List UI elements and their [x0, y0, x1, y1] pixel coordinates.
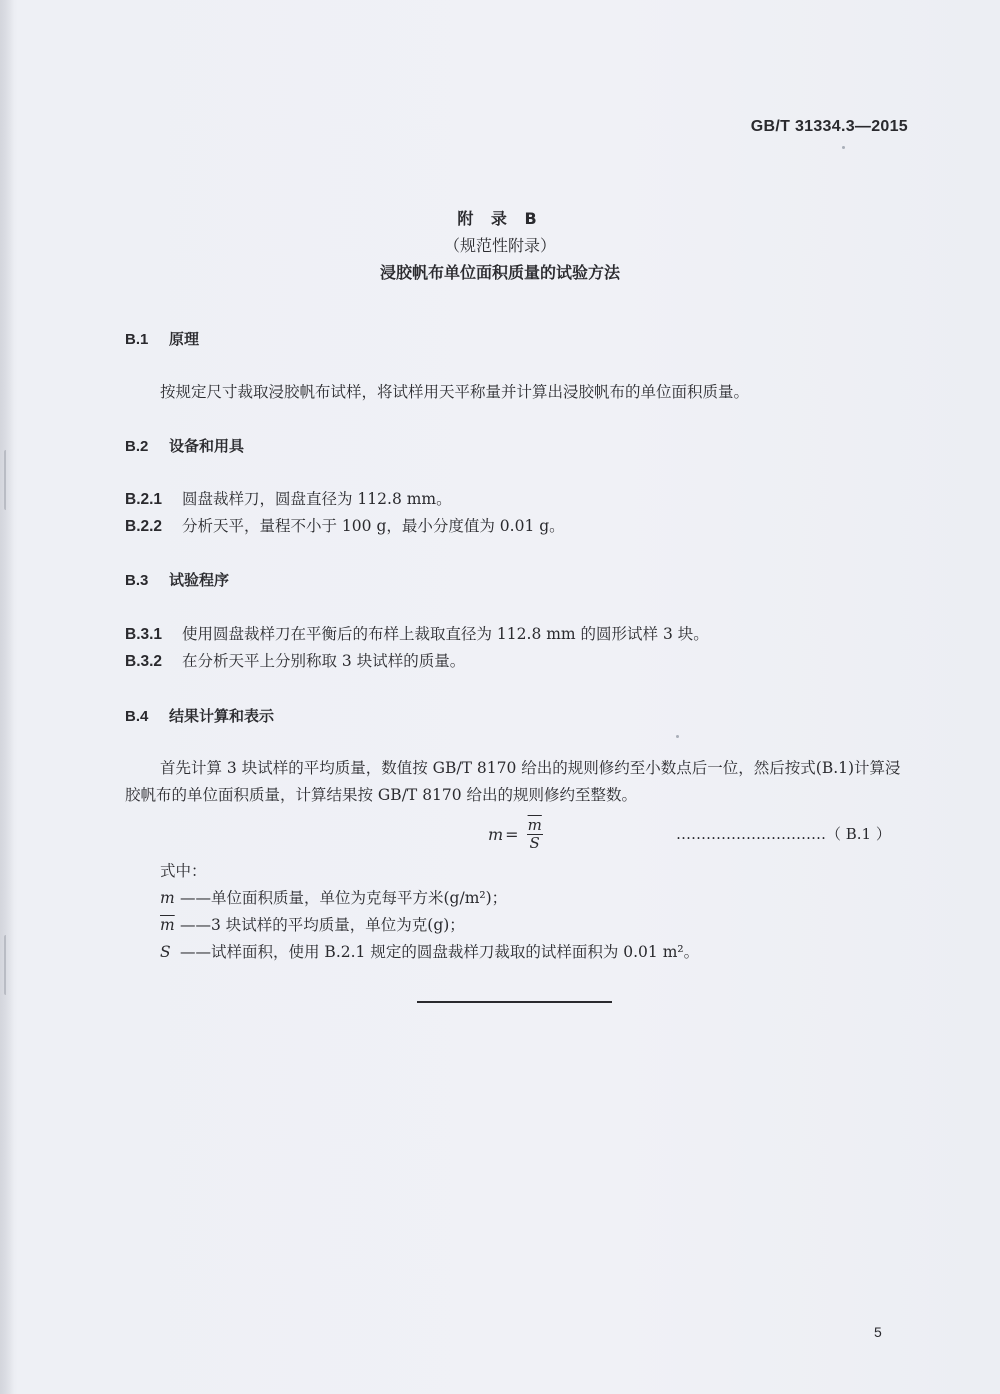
- where-text: ——3 块试样的平均质量，单位为克(g)；: [180, 916, 465, 934]
- scan-speck: [842, 146, 845, 149]
- formula-row: [0, 815, 1000, 855]
- section-number: B.1: [125, 331, 149, 348]
- staple-mark: [4, 935, 12, 995]
- subitem-b2-1: [125, 487, 452, 509]
- where-item: [160, 913, 465, 935]
- section-b1-text: 按规定尺寸裁取浸胶帆布试样，将试样用天平称量并计算出浸胶帆布的单位面积质量。: [160, 383, 750, 401]
- subitem-text: 圆盘裁样刀，圆盘直径为 112.8 mm。: [182, 490, 452, 508]
- section-title: 原理: [169, 330, 200, 348]
- section-heading-b2: [125, 435, 244, 456]
- section-number: B.4: [125, 708, 149, 725]
- subitem-number: B.3.1: [125, 626, 163, 643]
- normative-label: （规范性附录）: [443, 236, 556, 255]
- standard-code: GB/T 31334.3—2015: [750, 118, 908, 135]
- staple-mark: [4, 450, 12, 510]
- where-symbol: $\overline{m}$: [160, 916, 175, 934]
- end-rule: [417, 1001, 612, 1003]
- section-b4-text: 首先计算 3 块试样的平均质量，数值按 GB/T 8170 给出的规则修约至小数点后一位，然后按式(B.1)计算浸胶帆布的单位面积质量，计算结果按 GB/T 8170 给出的规则修约至整数。: [125, 759, 901, 804]
- appendix-title: 浸胶帆布单位面积质量的试验方法: [379, 263, 620, 282]
- subitem-b3-2: [125, 649, 465, 671]
- where-item: [160, 886, 507, 908]
- subitem-text: 分析天平，量程不小于 100 g，最小分度值为 0.01 g。: [182, 517, 565, 535]
- where-symbol: S: [160, 943, 171, 961]
- section-title: 设备和用具: [169, 437, 245, 455]
- equation-number: …………………………（ B.1 ）: [676, 825, 891, 843]
- subitem-text: 在分析天平上分别称取 3 块试样的质量。: [182, 652, 466, 670]
- page-number: 5: [874, 1324, 882, 1340]
- where-text: ——试样面积，使用 B.2.1 规定的圆盘裁样刀裁取的试样面积为 0.01 m²。: [180, 943, 700, 961]
- subitem-number: B.2.2: [125, 518, 163, 535]
- where-symbol: m: [160, 889, 175, 907]
- section-number: B.2: [125, 438, 149, 455]
- subitem-number: B.2.1: [125, 491, 163, 508]
- section-title: 结果计算和表示: [169, 707, 275, 725]
- appendix-label: 附 录 B: [457, 209, 543, 228]
- subitem-number: B.3.2: [125, 653, 163, 670]
- subitem-text: 使用圆盘裁样刀在平衡后的布样上裁取直径为 112.8 mm 的圆形试样 3 块。: [182, 625, 709, 643]
- formula-denominator: S: [529, 834, 540, 852]
- formula-b1: [488, 817, 545, 852]
- formula-equals: =: [505, 825, 519, 844]
- subitem-b3-1: [125, 622, 709, 644]
- where-item: [160, 940, 699, 962]
- section-heading-b1: [125, 328, 199, 349]
- subitem-b2-2: [125, 514, 565, 536]
- formula-lhs: m: [488, 825, 504, 844]
- where-text: ——单位面积质量，单位为克每平方米(g/m²)；: [180, 889, 508, 907]
- section-number: B.3: [125, 572, 149, 589]
- formula-numerator: $\overline{m}$: [527, 816, 542, 834]
- section-heading-b4: [125, 705, 274, 726]
- section-title: 试验程序: [169, 571, 230, 589]
- where-label: 式中：: [160, 862, 207, 880]
- section-heading-b3: [125, 569, 229, 590]
- scan-speck: [676, 735, 679, 738]
- formula-fraction: [525, 817, 545, 852]
